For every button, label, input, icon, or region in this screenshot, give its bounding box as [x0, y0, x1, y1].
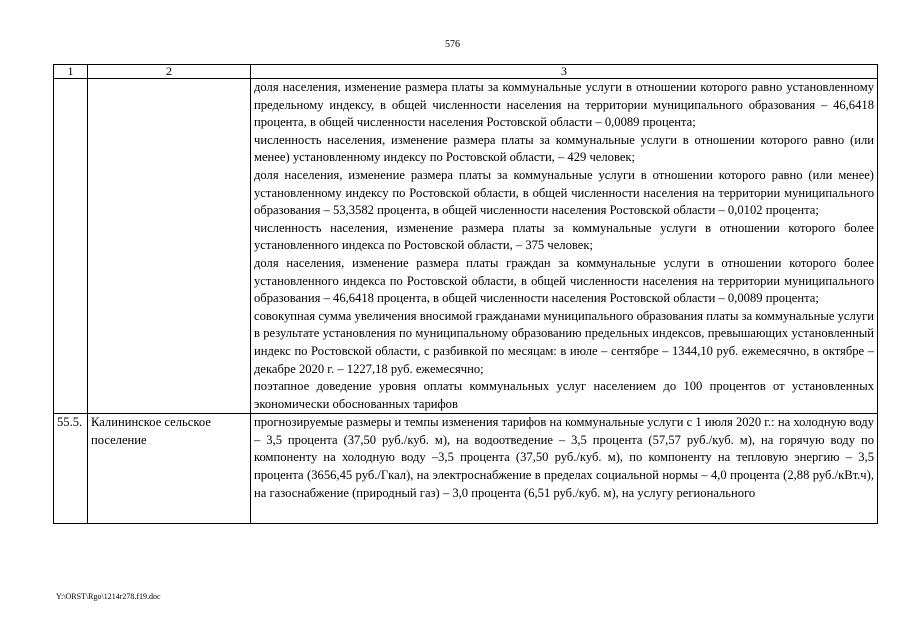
row-content — [251, 414, 878, 524]
paragraph: численность населения, изменение размера платы за коммунальные услуги в отношении которого равно (или менее) установленному индексу по Ростовской области, – 429 человек; — [254, 132, 874, 165]
paragraph: поэтапное доведение уровня оплаты коммунальных услуг населением до 100 процентов от установленных экономически обоснованных тарифов — [254, 379, 874, 411]
paragraph: численность населения, изменение размера платы за коммунальные услуги в отношении которого более установленного индекса по Ростовской области, – 375 человек; — [254, 220, 874, 253]
paragraph: совокупная сумма увеличения вносимой гражданами муниципального образования платы за коммунальные услуги в результате установления по муниципальному образованию предельных индексов, превышающих установленный индекс по Ростовской области, с разбивкой по месяцам: в июле – сентябре – 1344,10 руб. ежемесячно, в октябре – декабре 2020 г. – 1227,18 руб. ежемесячно; — [254, 308, 874, 376]
row-number: 55.5. — [54, 414, 88, 524]
paragraph: доля населения, изменение размера платы за коммунальные услуги в отношении которого равно (или менее) установленному индексу по Ростовской области, в общей численности населения на территории муниципального образования – 53,3582 процента, в общей численности населения Ростовской области – 0,0102 процента; — [254, 167, 874, 218]
header-col-3: 3 — [251, 65, 878, 79]
table-row — [54, 79, 878, 414]
table-row — [54, 414, 878, 524]
table-header-row — [54, 65, 878, 79]
municipality-name: Калининское сельское поселение — [88, 414, 251, 524]
row-content — [251, 79, 878, 414]
header-col-2: 2 — [88, 65, 251, 79]
document-table — [53, 64, 878, 524]
paragraph: доля населения, изменение размера платы граждан за коммунальные услуги в отношении которого более установленного индекса по Ростовской области, в общей численности населения на территории муниципального образования – 46,6418 процента, в общей численности населения Ростовской области – 0,0089 процента; — [254, 255, 874, 306]
page-number: 576 — [445, 39, 460, 50]
municipality-name — [88, 79, 251, 414]
paragraph: доля населения, изменение размера платы за коммунальные услуги в отношении которого равно установленному предельному индексу, в общей численности населения на территории муниципального образования – 46,6418 процента, в общей численности населения Ростовской области – 0,0089 процента; — [254, 80, 874, 130]
header-col-1: 1 — [54, 65, 88, 79]
row-number — [54, 79, 88, 414]
paragraph: прогнозируемые размеры и темпы изменения тарифов на коммунальные услуги с 1 июля 2020 г.: на холодную воду – 3,5 процента (37,50 руб./куб. м), на водоотведение – 3,5 процента (57,57 руб./куб. м), на горячую воду по компоненту на холодную воду –3,5 процента (37,50 руб./куб. м), по компоненту на тепловую энергию – 3,5 процента (3656,45 руб./Гкал), на электроснабжение в пределах социальной нормы – 4,0 процента (2,88 руб./кВт.ч), на газоснабжение (природный газ) – 3,0 процента (6,51 руб./куб. м), на услугу регионального — [254, 415, 874, 500]
file-path-footer: Y:\ORST\Rgo\1214r278.f19.doc — [56, 592, 161, 601]
